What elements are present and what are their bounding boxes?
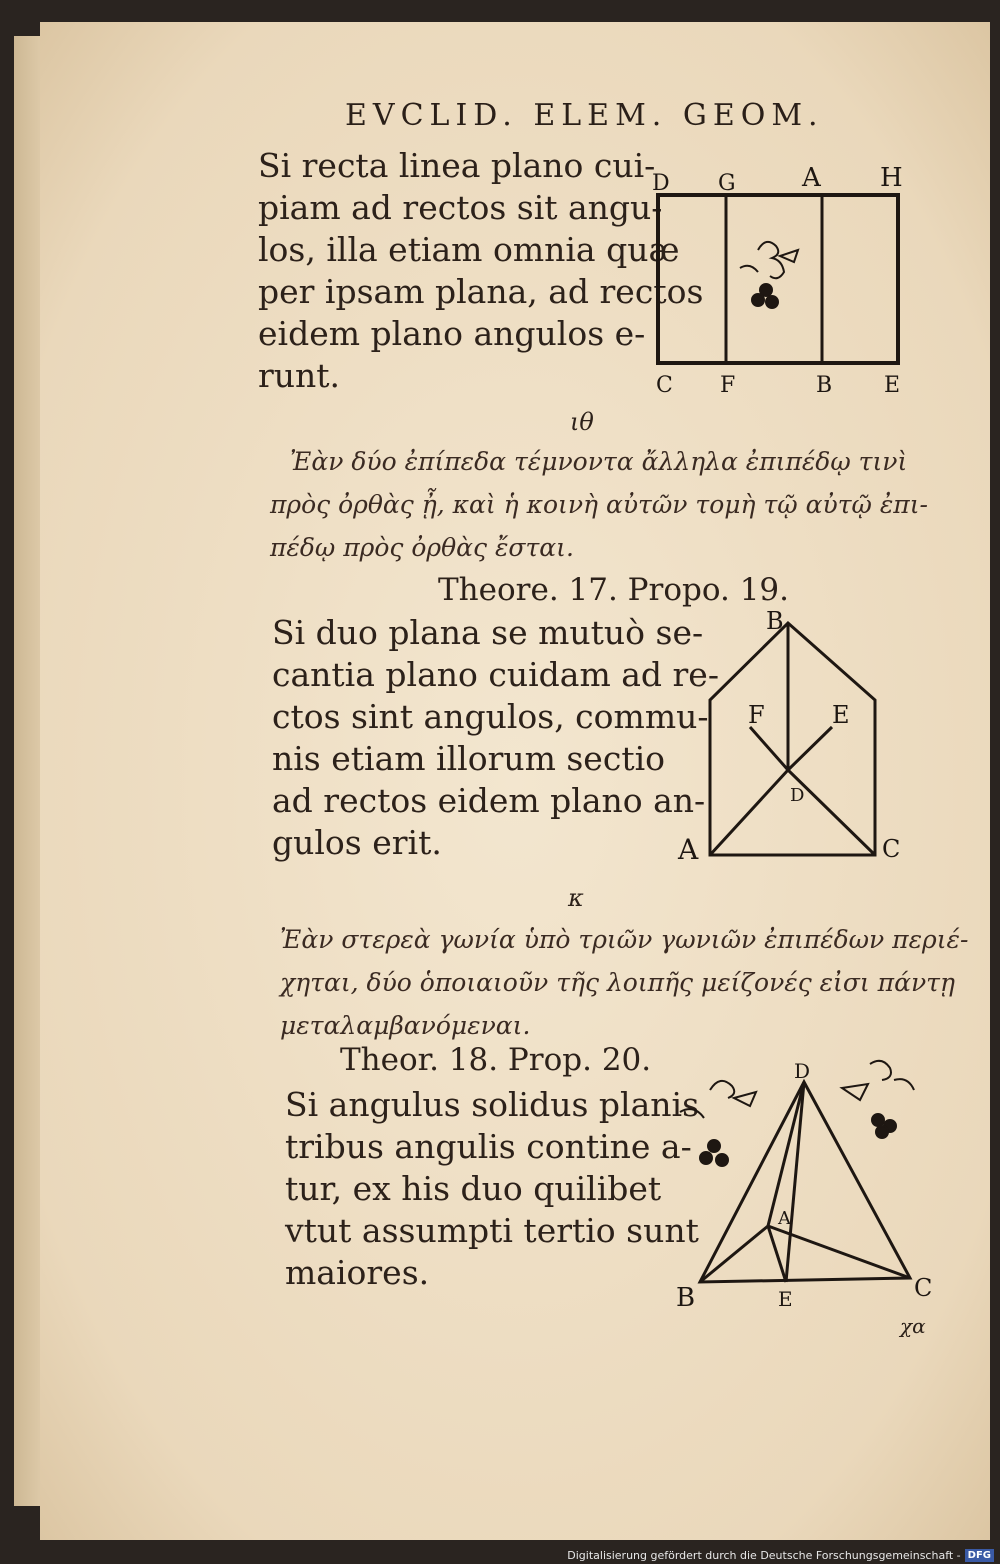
text-line: nis etiam illorum sectio [272, 739, 666, 778]
theorem-heading: Theor. 18. Prop. 20. [340, 1042, 652, 1078]
greek-line: πέδῳ πρὸς ὀρθὰς ἔσται. [270, 533, 574, 562]
fleuron-ornament [680, 1081, 756, 1166]
text-line: cantia plano cuidam ad re- [272, 655, 719, 694]
text-line: vtut assumpti tertio sunt [285, 1211, 699, 1250]
section-marker-19: ιθ [570, 408, 594, 436]
text-line: runt. [258, 356, 341, 395]
label-e: E [832, 701, 850, 729]
text-line: Si duo plana se mutuò se- [272, 613, 704, 652]
label-b: B [816, 373, 833, 398]
text-line: ad rectos eidem plano an- [272, 781, 706, 820]
figure-line [750, 727, 788, 770]
label-d: D [794, 1059, 811, 1083]
footer-text: Digitalisierung gefördert durch die Deutsche Forschungsgemeinschaft - [567, 1549, 961, 1562]
digitization-footer [567, 1549, 994, 1562]
figure-line [710, 770, 788, 855]
label-f: F [748, 701, 765, 729]
label-a: A [778, 1208, 791, 1229]
text-line: Si recta linea plano cui- [258, 146, 656, 185]
greek-line: Ἐὰν δύο ἐπίπεδα τέμνοντα ἄλληλα ἐπιπέδῳ τινὶ [290, 447, 908, 476]
theorem-heading: Theore. 17. Propo. 19. [438, 572, 789, 608]
text-line: piam ad rectos sit angu- [258, 188, 663, 227]
section-marker-20: κ [568, 884, 584, 912]
label-c: C [656, 373, 673, 398]
label-b: B [766, 607, 784, 635]
figure-pentagon [710, 623, 875, 855]
label-h: H [880, 163, 903, 193]
text-line: los, illa etiam omnia quæ [258, 230, 680, 269]
label-c: C [882, 835, 901, 863]
fleuron-ornament [842, 1061, 914, 1138]
label-a: A [802, 163, 821, 193]
text-line: ctos sint angulos, commu- [272, 697, 709, 736]
figure-line [788, 770, 875, 855]
text-line: maiores. [285, 1253, 430, 1292]
text-line: per ipsam plana, ad rectos [258, 272, 704, 311]
prop18-figure [640, 160, 920, 400]
page-number: χα [900, 1314, 926, 1338]
text-line: tribus angulis contine a- [285, 1127, 692, 1166]
greek-line: χηται, δύο ὁποιαιοῦν τῆς λοιπῆς μείζονές εἰσι πάντῃ [280, 968, 955, 997]
text-line: Si angulus solidus planis [285, 1085, 699, 1124]
greek-line: πρὸς ὀρθὰς ᾖ, καὶ ἡ κοινὴ αὐτῶν τομὴ τῷ αὐτῷ ἐπι- [270, 490, 928, 519]
figure-triangle [700, 1082, 910, 1282]
fleuron-ornament [740, 242, 798, 308]
figure-line [700, 1226, 768, 1282]
label-g: G [718, 171, 736, 196]
text-line: eidem plano angulos e- [258, 314, 646, 353]
label-d: D [652, 171, 670, 196]
label-d: D [790, 785, 805, 806]
label-c: C [914, 1274, 933, 1302]
label-a: A [678, 833, 699, 865]
figure-line [768, 1226, 786, 1282]
label-e: E [884, 373, 901, 398]
dfg-logo: DFG [965, 1549, 994, 1562]
label-f: F [720, 373, 736, 398]
figure-line [788, 727, 832, 770]
prop19-figure [670, 605, 920, 865]
label-b: B [676, 1283, 696, 1313]
text-line: tur, ex his duo quilibet [285, 1169, 662, 1208]
running-header: EVCLID. ELEM. GEOM. [345, 98, 824, 133]
prop20-figure [670, 1050, 945, 1315]
text-line: gulos erit. [272, 823, 442, 862]
greek-line: Ἐὰν στερεὰ γωνία ὑπὸ τριῶν γωνιῶν ἐπιπέδων περιέ- [280, 925, 969, 954]
greek-line: μεταλαμβανόμεναι. [280, 1011, 531, 1040]
label-e: E [778, 1287, 793, 1311]
figure-rectangle [658, 195, 898, 363]
